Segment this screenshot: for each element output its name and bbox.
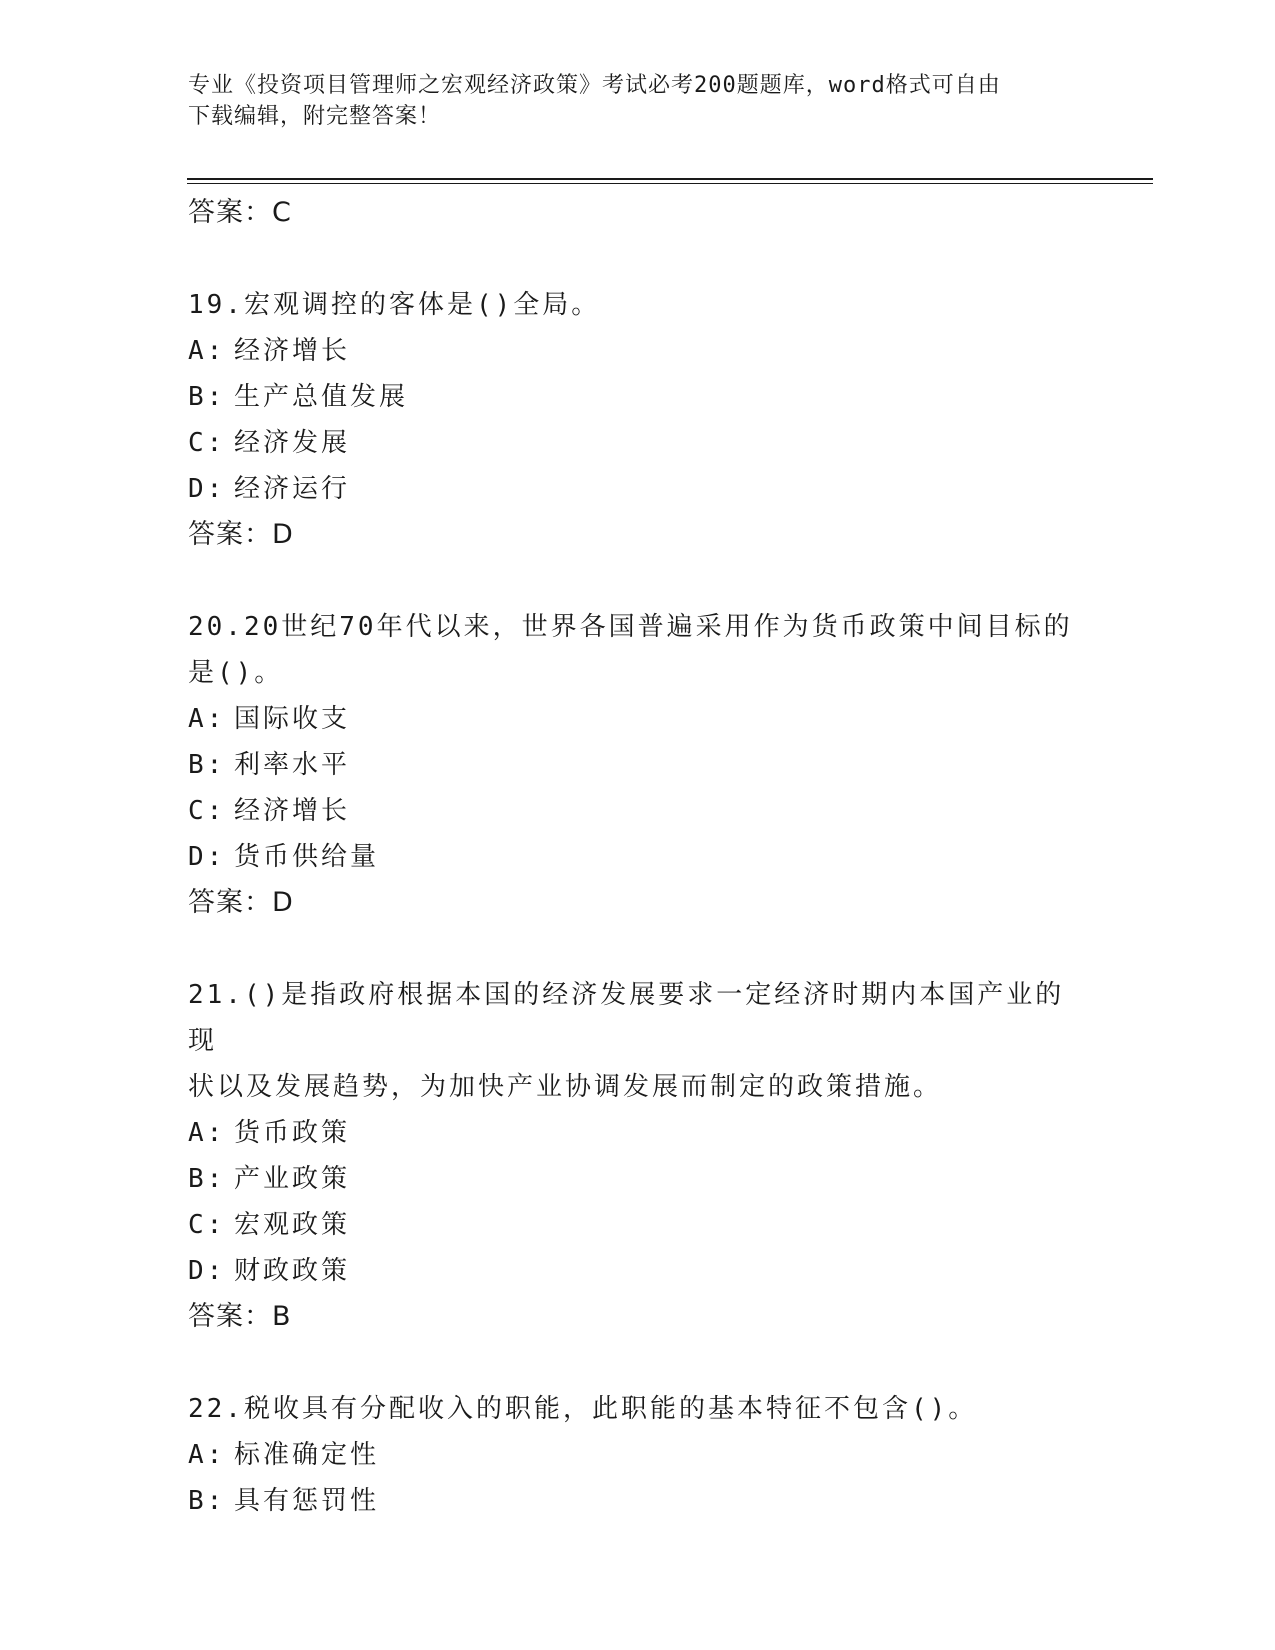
option-text: 具有惩罚性 [234, 1486, 380, 1516]
question-19 [188, 282, 1088, 558]
header-line-1: 专业《投资项目管理师之宏观经济政策》考试必考200题题库，word格式可自由 [188, 73, 1001, 98]
option-label: C: [188, 1210, 226, 1240]
spacer [188, 926, 1088, 972]
option-text: 国际收支 [234, 704, 351, 734]
answer-line: 答案：D [188, 887, 294, 918]
option-text: 财政政策 [234, 1256, 351, 1286]
option-label: A: [188, 336, 226, 366]
header-line-2: 下载编辑，附完整答案！ [188, 104, 442, 129]
question-text: 22.税收具有分配收入的职能，此职能的基本特征不包含()。 [188, 1394, 978, 1424]
option-label: B: [188, 1486, 226, 1516]
option-text: 经济增长 [234, 796, 351, 826]
question-21 [188, 972, 1088, 1340]
option-label: A: [188, 704, 226, 734]
option-c [188, 420, 1088, 466]
option-label: C: [188, 796, 226, 826]
option-text: 标准确定性 [234, 1440, 380, 1470]
option-a [188, 328, 1088, 374]
option-label: A: [188, 1118, 226, 1148]
header-rule-thick [187, 178, 1153, 180]
option-text: 产业政策 [234, 1164, 351, 1194]
question-text: 19.宏观调控的客体是()全局。 [188, 290, 601, 320]
document-header [188, 70, 1068, 132]
answer-line: 答案：C [188, 197, 292, 228]
option-label: D: [188, 842, 226, 872]
option-b [188, 742, 1088, 788]
option-text: 生产总值发展 [234, 382, 409, 412]
option-b [188, 374, 1088, 420]
option-text: 宏观政策 [234, 1210, 351, 1240]
option-c [188, 788, 1088, 834]
option-c [188, 1202, 1088, 1248]
document-body [188, 190, 1088, 1524]
option-label: A: [188, 1440, 226, 1470]
option-d [188, 834, 1088, 880]
option-text: 经济运行 [234, 474, 351, 504]
option-b [188, 1478, 1088, 1524]
option-text: 利率水平 [234, 750, 351, 780]
option-d [188, 1248, 1088, 1294]
option-text: 货币政策 [234, 1118, 351, 1148]
answer-line: 答案：B [188, 1301, 292, 1332]
option-label: D: [188, 474, 226, 504]
spacer [188, 1340, 1088, 1386]
spacer [188, 236, 1088, 282]
option-label: D: [188, 1256, 226, 1286]
answer-line: 答案：D [188, 519, 294, 550]
option-d [188, 466, 1088, 512]
option-text: 经济发展 [234, 428, 351, 458]
option-b [188, 1156, 1088, 1202]
option-a [188, 696, 1088, 742]
option-a [188, 1110, 1088, 1156]
option-label: C: [188, 428, 226, 458]
option-label: B: [188, 382, 226, 412]
question-text: 21.()是指政府根据本国的经济发展要求一定经济时期内本国产业的现 状以及发展趋势，为加快产业协调发展而制定的政策措施。 [188, 980, 1065, 1102]
option-text: 货币供给量 [234, 842, 380, 872]
question-20 [188, 604, 1088, 926]
spacer [188, 558, 1088, 604]
question-text: 20.20世纪70年代以来，世界各国普遍采用作为货币政策中间目标的 是()。 [188, 612, 1073, 688]
header-rule-thin [187, 183, 1153, 184]
option-a [188, 1432, 1088, 1478]
option-label: B: [188, 750, 226, 780]
option-text: 经济增长 [234, 336, 351, 366]
question-22 [188, 1386, 1088, 1524]
option-label: B: [188, 1164, 226, 1194]
